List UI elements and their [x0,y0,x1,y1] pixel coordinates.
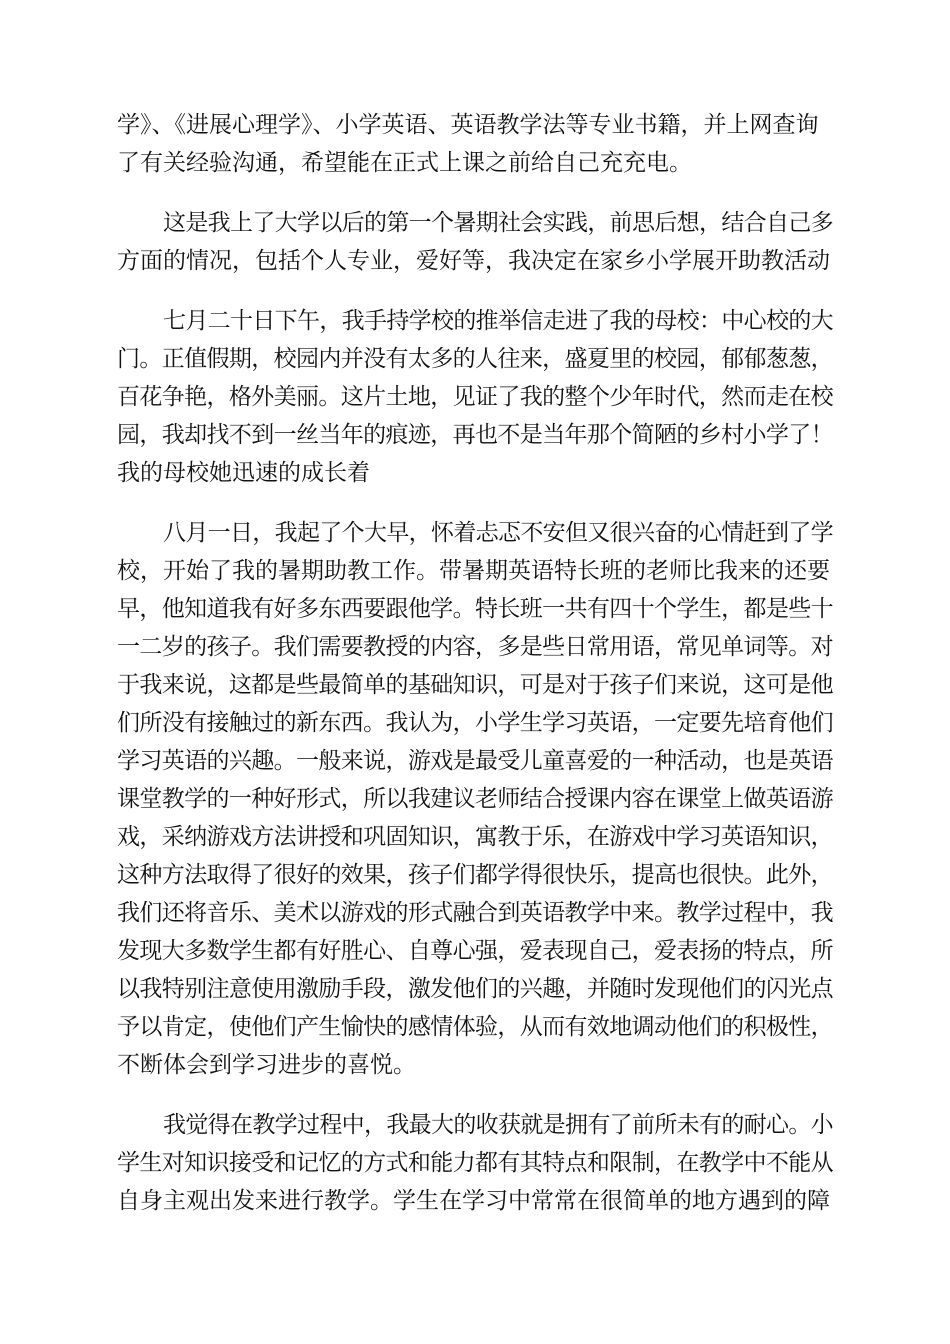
text-line: 七月二十日下午，我手持学校的推举信走进了我的母校：中心校的大 [163,308,833,334]
text-line: 这种方法取得了很好的效果，孩子们都学得很快乐，提高也很快。此外， [117,862,833,888]
text-line: 学》、《进展心理学》、小学英语、英语教学法等专业书籍，并上网查询 [117,112,819,138]
text-line: 百花争艳，格外美丽。这片土地，见证了我的整个少年时代，然而走在校 [117,384,833,410]
text-line: 我们还将音乐、美术以游戏的形式融合到英语教学中来。教学过程中，我 [117,900,833,926]
text-line: 于我来说，这都是些最简单的基础知识，可是对于孩子们来说，这可是他 [117,672,833,698]
text-line: 予以肯定，使他们产生愉快的感情体验，从而有效地调动他们的积极性， [117,1014,833,1040]
document-body [117,106,833,1242]
paragraph-arrival [117,302,833,492]
paragraph-books [117,106,833,182]
text-line: 了有关经验沟通，希望能在正式上课之前给自己充充电。 [117,150,692,176]
text-line: 一二岁的孩子。我们需要教授的内容，多是些日常用语，常见单词等。对 [117,634,833,660]
text-line: 自身主观出发来进行教学。学生在学习中常常在很简单的地方遇到的障 [117,1188,830,1214]
text-line: 学生对知识接受和记忆的方式和能力都有其特点和限制，在教学中不能从 [117,1150,833,1176]
text-line: 们所没有接触过的新东西。我认为，小学生学习英语，一定要先培育他们 [117,710,833,736]
text-line: 以我特别注意使用激励手段，激发他们的兴趣，并随时发现他们的闪光点 [117,976,833,1002]
text-line: 方面的情况，包括个人专业，爱好等，我决定在家乡小学展开助教活动 [117,248,830,274]
paragraph-patience [117,1106,833,1220]
text-line: 学习英语的兴趣。一般来说，游戏是最受儿童喜爱的一种活动，也是英语 [117,748,833,774]
text-line: 戏，采纳游戏方法讲授和巩固知识，寓教于乐，在游戏中学习英语知识， [117,824,833,850]
text-line: 门。正值假期，校园内并没有太多的人往来，盛夏里的校园，郁郁葱葱， [117,346,833,372]
paragraph-teaching [117,514,833,1084]
text-line: 园，我却找不到一丝当年的痕迹，再也不是当年那个简陋的乡村小学了！ [117,422,833,448]
text-line: 我觉得在教学过程中，我最大的收获就是拥有了前所未有的耐心。小 [163,1112,833,1138]
text-line: 这是我上了大学以后的第一个暑期社会实践，前思后想，结合自己多 [163,210,833,236]
text-line: 我的母校她迅速的成长着 [117,460,370,486]
text-line: 八月一日，我起了个大早，怀着忐忑不安但又很兴奋的心情赶到了学 [163,520,833,546]
paragraph-decision [117,204,833,280]
text-line: 不断体会到学习进步的喜悦。 [117,1052,416,1078]
text-line: 课堂教学的一种好形式，所以我建议老师结合授课内容在课堂上做英语游 [117,786,833,812]
text-line: 校，开始了我的暑期助教工作。带暑期英语特长班的老师比我来的还要 [117,558,830,584]
text-line: 早，他知道我有好多东西要跟他学。特长班一共有四十个学生，都是些十 [117,596,833,622]
text-line: 发现大多数学生都有好胜心、自尊心强，爱表现自己，爱表扬的特点，所 [117,938,833,964]
